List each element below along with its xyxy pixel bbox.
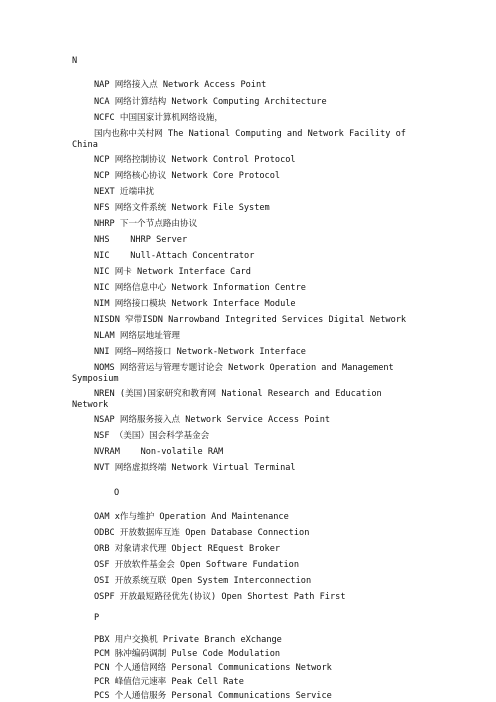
glossary-entry: NIC Null-Attach Concentrator [94, 251, 255, 261]
glossary-entry: NCP 网络核心协议 Network Core Protocol [94, 171, 281, 181]
glossary-entry: NFS 网络文件系统 Network File System [94, 203, 270, 213]
glossary-entry: NCP 网络控制协议 Network Control Protocol [94, 155, 296, 165]
glossary-entry: NNI 网络—网络接口 Network-Network Interface [94, 347, 306, 357]
glossary-entry: NAP 网络接入点 Network Access Point [94, 80, 267, 90]
glossary-entry: NCFC 中国国家计算机网络设施， [94, 113, 223, 123]
glossary-entry: NIC 网卡 Network Interface Card [94, 267, 251, 277]
glossary-entry: NVRAM Non-volatile RAM [94, 447, 224, 457]
glossary-entry: PBX 用户交换机 Private Branch eXchange [94, 635, 282, 645]
glossary-entry: NIM 网络接口模块 Network Interface Module [94, 299, 296, 309]
glossary-entry: NREN (美国)国家研究和教育网 National Research and Education [94, 389, 382, 399]
section-letter-p: P [94, 613, 100, 623]
glossary-entry: PCM 脉冲编码调制 Pulse Code Modulation [94, 649, 281, 659]
glossary-entry: PCS 个人通信服务 Personal Communications Service [94, 691, 332, 701]
glossary-entry: NLAM 网络层地址管理 [94, 331, 181, 341]
glossary-entry-continuation: Network [72, 400, 109, 410]
section-letter-n: N [72, 56, 78, 66]
glossary-entry: OSPF 开放最短路径优先(协议) Open Shortest Path First [94, 592, 346, 602]
glossary-entry-continuation: Symposium [72, 374, 119, 384]
glossary-entry: OAM x作与维护 Operation And Maintenance [94, 512, 289, 522]
glossary-entry: OSI 开放系统互联 Open System Interconnection [94, 576, 312, 586]
glossary-entry: ORB 对象请求代理 Object REquest Broker [94, 544, 281, 554]
glossary-entry: OSF 开放软件基金会 Open Software Fundation [94, 560, 300, 570]
glossary-entry: NIC 网络信息中心 Network Information Centre [94, 283, 306, 293]
glossary-entry: NCA 网络计算结构 Network Computing Architecture [94, 97, 327, 107]
glossary-entry: NSAP 网络服务接入点 Network Service Access Point [94, 415, 331, 425]
glossary-entry: 国内也称中关村网 The National Computing and Network Facility of [94, 129, 406, 139]
section-letter-o: O [114, 488, 120, 498]
glossary-entry-continuation: China [72, 140, 98, 150]
glossary-entry: PCN 个人通信网络 Personal Communications Network [94, 663, 332, 673]
glossary-entry: NSF （美国）国会科学基金会 [94, 431, 210, 441]
glossary-entry: NVT 网络虚拟终端 Network Virtual Terminal [94, 463, 296, 473]
glossary-entry: NHS NHRP Server [94, 235, 188, 245]
glossary-entry: ODBC 开放数据库互连 Open Database Connection [94, 528, 310, 538]
glossary-entry: NISDN 窄带ISDN Narrowband Integrited Services Digital Network [94, 315, 407, 325]
glossary-entry: NEXT 近端串扰 [94, 187, 155, 197]
glossary-entry: NHRP 下一个节点路由协议 [94, 219, 198, 229]
glossary-entry: NOMS 网络营运与管理专题讨论会 Network Operation and Management [94, 363, 394, 373]
glossary-entry: PCR 峰值信元速率 Peak Cell Rate [94, 677, 244, 687]
